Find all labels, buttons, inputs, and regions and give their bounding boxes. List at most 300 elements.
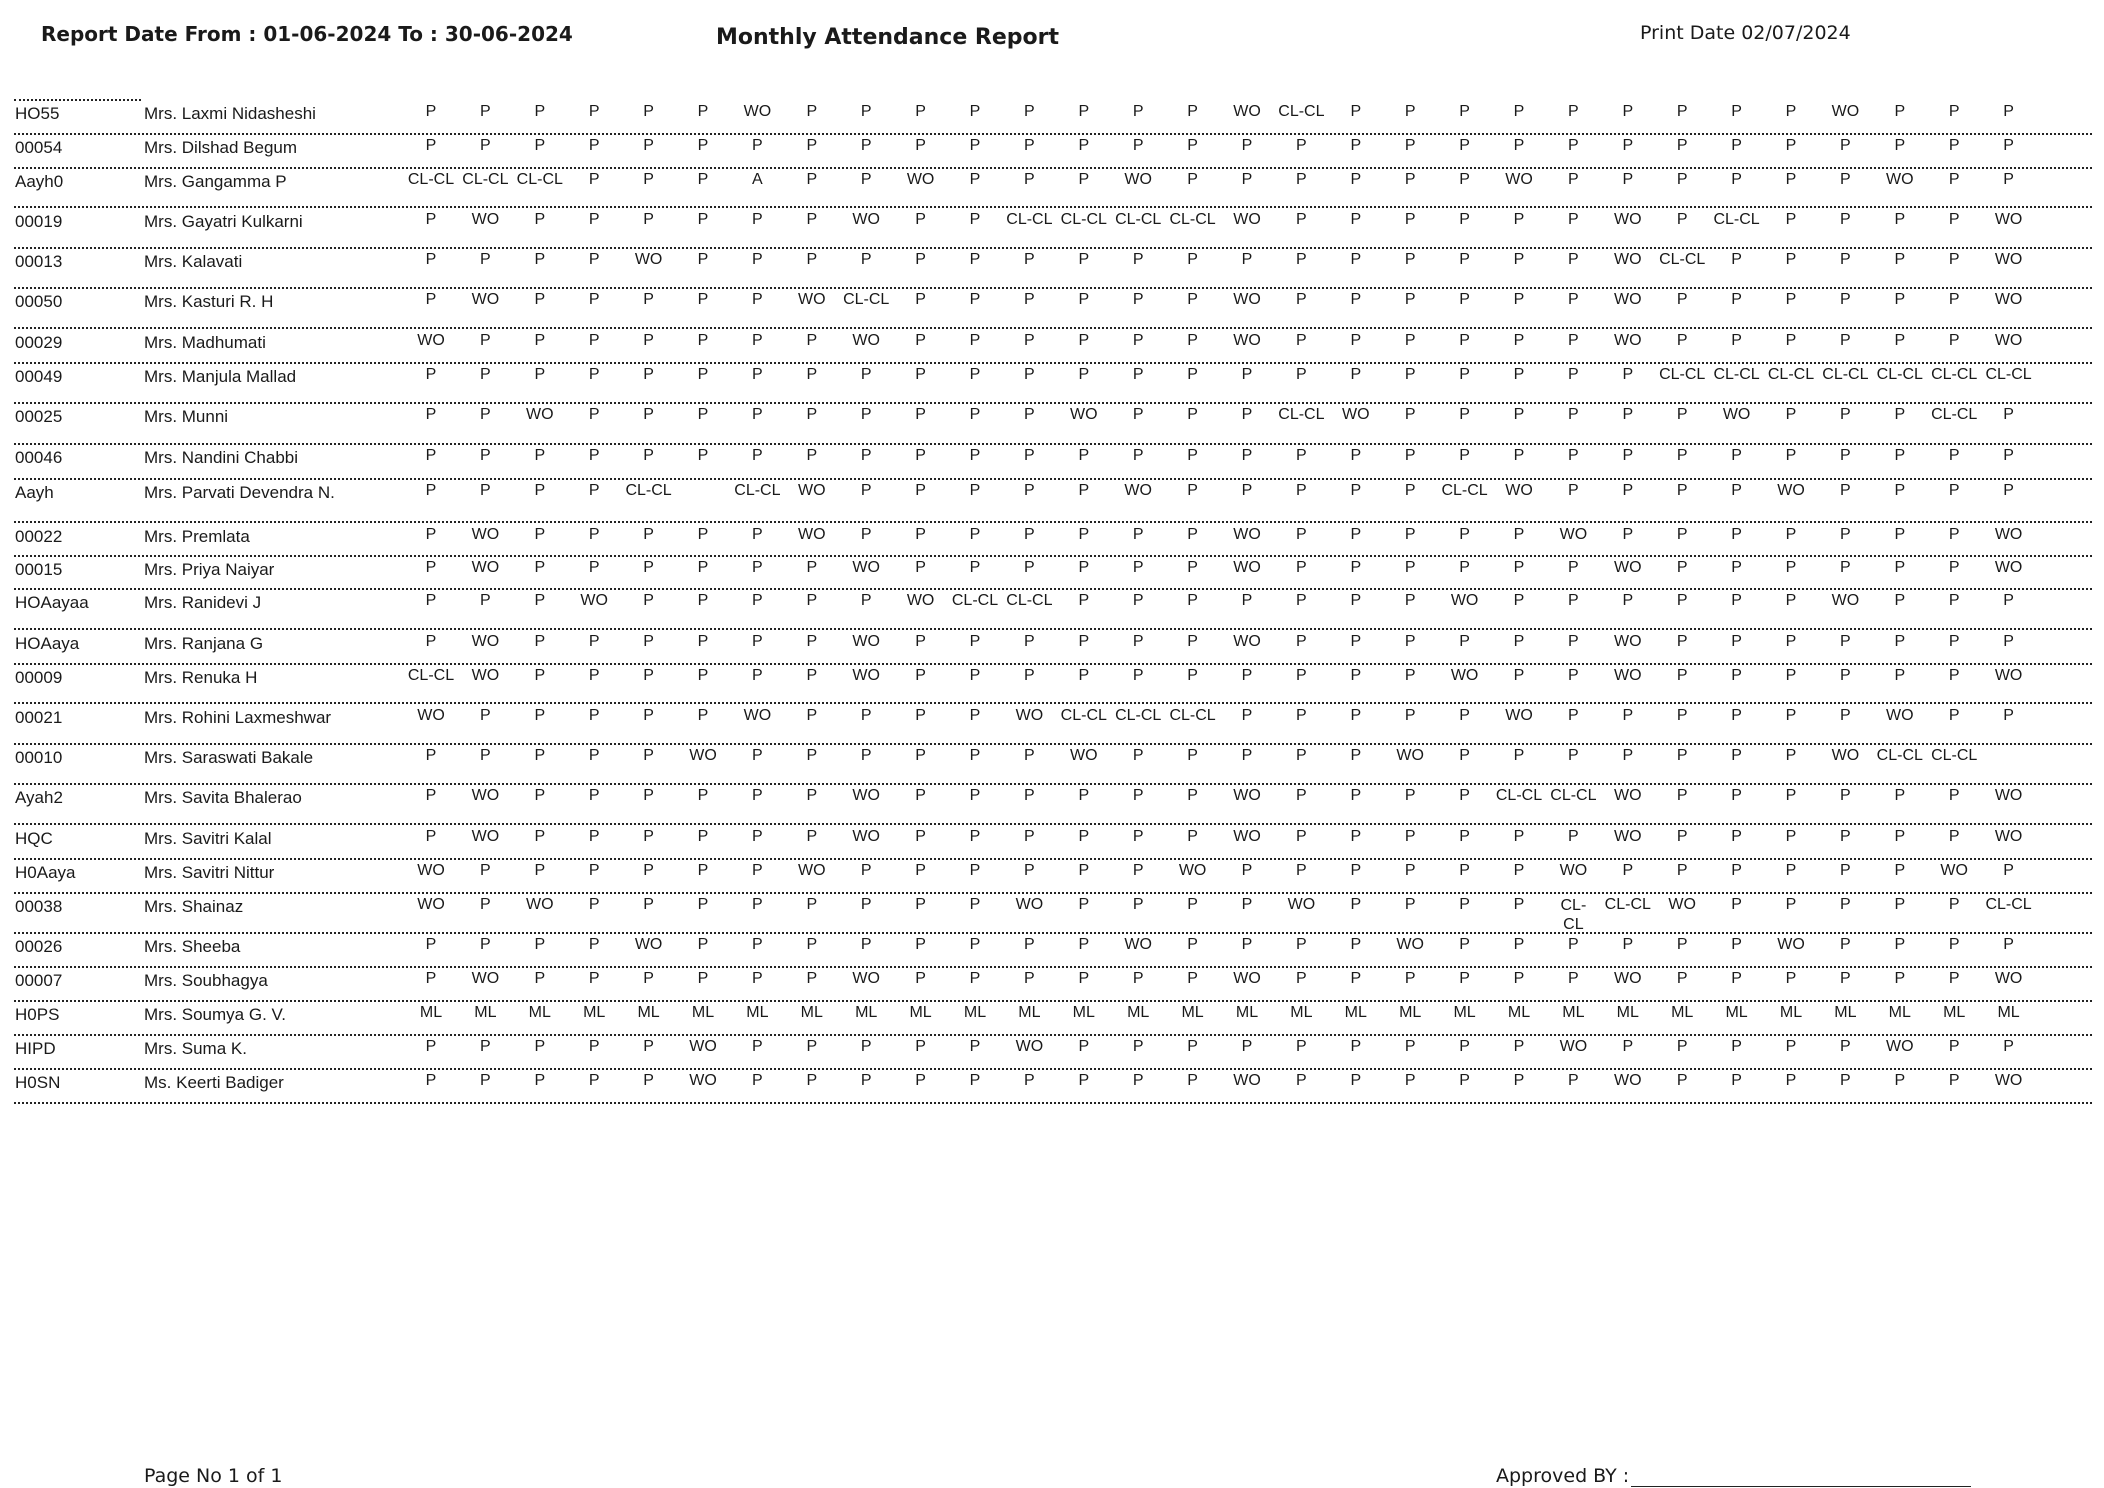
report-date-range: Report Date From : 01-06-2024 To : 30-06-2024 xyxy=(41,22,573,46)
attendance-cell-day-25: P xyxy=(1731,482,1742,499)
attendance-cell-day-18: WO xyxy=(1342,406,1370,423)
row-divider xyxy=(14,521,2092,523)
attendance-cell-day-2: WO xyxy=(471,211,500,228)
attendance-cell-day-7: P xyxy=(752,1072,763,1089)
attendance-cell-day-15: P xyxy=(1187,137,1198,154)
attendance-cell-day-11: P xyxy=(969,559,981,576)
attendance-cell-day-27: P xyxy=(1840,406,1851,423)
attendance-cell-day-7: P xyxy=(752,137,763,154)
attendance-cell-day-13: P xyxy=(1078,896,1090,913)
attendance-cell-day-13: P xyxy=(1078,251,1090,268)
attendance-cell-day-22: WO xyxy=(1559,526,1588,543)
row-divider xyxy=(14,892,2092,894)
row-divider xyxy=(14,743,2092,745)
attendance-cell-day-2: P xyxy=(480,103,491,120)
attendance-cell-day-13: ML xyxy=(1072,1004,1095,1021)
attendance-cell-day-12: P xyxy=(1024,828,1035,845)
attendance-cell-day-9: P xyxy=(860,862,872,879)
row-divider xyxy=(14,478,2092,480)
attendance-cell-day-21: P xyxy=(1513,747,1525,764)
attendance-cell-day-2: ML xyxy=(474,1004,497,1021)
attendance-cell-day-12: P xyxy=(1024,862,1035,879)
attendance-cell-day-21: P xyxy=(1513,137,1525,154)
attendance-cell-day-30: WO xyxy=(1994,332,2023,349)
attendance-cell-day-8: P xyxy=(806,171,818,188)
attendance-cell-day-14: P xyxy=(1132,667,1144,684)
attendance-cell-day-4: WO xyxy=(580,592,608,609)
attendance-cell-day-2: P xyxy=(480,592,491,609)
attendance-cell-day-26: P xyxy=(1785,862,1797,879)
attendance-cell-day-10: P xyxy=(915,211,926,228)
attendance-cell-day-22: P xyxy=(1568,707,1579,724)
attendance-cell-day-10: P xyxy=(915,332,926,349)
attendance-cell-day-27: P xyxy=(1840,482,1851,499)
attendance-cell-day-1: WO xyxy=(417,707,445,724)
signature-line xyxy=(1631,1468,1971,1487)
attendance-cell-day-6: P xyxy=(697,366,709,383)
attendance-cell-day-18: P xyxy=(1350,171,1362,188)
attendance-cell-day-28: WO xyxy=(1886,171,1914,188)
attendance-cell-day-29: P xyxy=(1948,828,1960,845)
employee-code: Aayh0 xyxy=(15,172,64,191)
attendance-cell-day-20: P xyxy=(1459,366,1470,383)
attendance-cell-day-20: P xyxy=(1459,936,1470,953)
attendance-cell-day-16: P xyxy=(1241,1038,1253,1055)
attendance-cell-day-15: P xyxy=(1187,332,1198,349)
attendance-cell-day-15: P xyxy=(1187,896,1198,913)
attendance-cell-day-17: P xyxy=(1296,482,1307,499)
employee-name: Mrs. Manjula Mallad xyxy=(144,367,297,386)
attendance-cell-day-29: P xyxy=(1948,787,1960,804)
attendance-cell-day-27: P xyxy=(1840,171,1851,188)
attendance-cell-day-13: P xyxy=(1078,332,1090,349)
attendance-cell-day-17: WO xyxy=(1287,896,1316,913)
attendance-cell-day-2: WO xyxy=(471,667,500,684)
attendance-cell-day-14: P xyxy=(1132,970,1144,987)
attendance-cell-day-3: P xyxy=(534,366,546,383)
attendance-cell-day-21: P xyxy=(1513,332,1525,349)
attendance-cell-day-21: P xyxy=(1513,406,1525,423)
attendance-cell-day-8: P xyxy=(806,970,818,987)
attendance-cell-day-21: P xyxy=(1513,970,1525,987)
attendance-cell-day-29: P xyxy=(1948,211,1960,228)
attendance-cell-day-11: P xyxy=(969,251,981,268)
attendance-cell-day-26: CL-CL xyxy=(1767,366,1815,383)
attendance-cell-day-7: P xyxy=(752,592,763,609)
attendance-cell-day-27: P xyxy=(1840,526,1851,543)
attendance-cell-day-12: P xyxy=(1024,936,1035,953)
attendance-cell-day-25: P xyxy=(1731,1072,1742,1089)
attendance-cell-day-30: P xyxy=(2003,633,2014,650)
attendance-cell-day-25: P xyxy=(1731,936,1742,953)
attendance-cell-day-22: P xyxy=(1568,1072,1579,1089)
attendance-cell-day-13: P xyxy=(1078,862,1090,879)
attendance-cell-day-30: WO xyxy=(1994,251,2023,268)
attendance-cell-day-7: P xyxy=(752,896,763,913)
attendance-cell-day-20: P xyxy=(1459,291,1470,308)
attendance-cell-day-15: WO xyxy=(1178,862,1207,879)
attendance-cell-day-23: WO xyxy=(1614,291,1642,308)
row-divider xyxy=(14,555,2092,557)
attendance-cell-day-26: P xyxy=(1785,291,1797,308)
attendance-cell-day-3: P xyxy=(534,1072,546,1089)
attendance-cell-day-16: P xyxy=(1241,366,1253,383)
attendance-cell-day-18: P xyxy=(1350,936,1362,953)
attendance-cell-day-16: P xyxy=(1241,137,1253,154)
attendance-cell-day-14: P xyxy=(1132,592,1144,609)
attendance-cell-day-19: WO xyxy=(1396,747,1424,764)
attendance-cell-day-6: P xyxy=(697,171,709,188)
attendance-cell-day-9: P xyxy=(860,406,872,423)
attendance-cell-day-19: WO xyxy=(1396,936,1424,953)
attendance-cell-day-21: P xyxy=(1513,1072,1525,1089)
attendance-cell-day-13: P xyxy=(1078,936,1090,953)
attendance-cell-day-20: P xyxy=(1459,137,1470,154)
attendance-cell-day-7: P xyxy=(752,366,763,383)
attendance-cell-day-7: P xyxy=(752,970,763,987)
attendance-cell-day-23: P xyxy=(1622,137,1634,154)
attendance-cell-day-2: WO xyxy=(471,526,500,543)
attendance-cell-day-2: P xyxy=(480,747,491,764)
attendance-cell-day-16: P xyxy=(1241,936,1253,953)
attendance-cell-day-9: P xyxy=(860,447,872,464)
attendance-cell-day-19: P xyxy=(1404,1038,1416,1055)
attendance-cell-day-30: WO xyxy=(1994,787,2023,804)
attendance-cell-day-23: P xyxy=(1622,707,1634,724)
attendance-cell-day-14: P xyxy=(1132,633,1144,650)
attendance-cell-day-28: WO xyxy=(1886,1038,1914,1055)
attendance-cell-day-9: P xyxy=(860,592,872,609)
attendance-cell-day-6: P xyxy=(697,211,709,228)
attendance-cell-day-12: P xyxy=(1024,667,1035,684)
attendance-cell-day-21: P xyxy=(1513,633,1525,650)
employee-name: Mrs. Nandini Chabbi xyxy=(144,448,299,467)
attendance-cell-day-7: P xyxy=(752,633,763,650)
attendance-cell-day-17: P xyxy=(1296,592,1307,609)
attendance-cell-day-14: CL-CL xyxy=(1115,707,1162,724)
attendance-cell-day-27: P xyxy=(1840,332,1851,349)
attendance-cell-day-24: P xyxy=(1676,862,1688,879)
attendance-cell-day-6: WO xyxy=(689,1038,717,1055)
attendance-cell-day-26: P xyxy=(1785,137,1797,154)
attendance-cell-day-2: WO xyxy=(471,559,500,576)
attendance-cell-day-12: P xyxy=(1024,171,1035,188)
employee-name: Mrs. Ranidevi J xyxy=(144,593,262,612)
attendance-cell-day-15: CL-CL xyxy=(1169,707,1216,724)
attendance-cell-day-14: WO xyxy=(1124,936,1152,953)
employee-name: Mrs. Soubhagya xyxy=(144,971,268,990)
attendance-cell-day-30: WO xyxy=(1994,667,2023,684)
attendance-cell-day-1: P xyxy=(425,559,437,576)
attendance-cell-day-30: P xyxy=(2003,482,2014,499)
attendance-cell-day-21: P xyxy=(1513,103,1525,120)
attendance-cell-day-6: P xyxy=(697,592,709,609)
attendance-cell-day-4: P xyxy=(588,747,600,764)
attendance-cell-day-19: P xyxy=(1404,103,1416,120)
attendance-cell-day-11: P xyxy=(969,447,981,464)
attendance-cell-day-23: WO xyxy=(1614,787,1642,804)
attendance-cell-day-26: P xyxy=(1785,747,1797,764)
attendance-cell-day-8: P xyxy=(806,1072,818,1089)
attendance-cell-day-28: P xyxy=(1894,970,1906,987)
row-divider xyxy=(14,133,2092,135)
attendance-cell-day-6: P xyxy=(697,559,709,576)
attendance-cell-day-8: WO xyxy=(798,291,826,308)
attendance-cell-day-24: P xyxy=(1676,526,1688,543)
attendance-cell-day-18: P xyxy=(1350,747,1362,764)
attendance-cell-day-9: ML xyxy=(855,1004,878,1021)
attendance-cell-day-29: P xyxy=(1948,936,1960,953)
attendance-cell-day-23: P xyxy=(1622,592,1634,609)
attendance-cell-day-22: P xyxy=(1568,251,1579,268)
attendance-cell-day-17: P xyxy=(1296,291,1307,308)
employee-name: Mrs. Dilshad Begum xyxy=(144,138,298,157)
attendance-cell-day-25: P xyxy=(1731,667,1742,684)
attendance-cell-day-1: WO xyxy=(417,332,445,349)
attendance-cell-day-26: P xyxy=(1785,1038,1797,1055)
attendance-cell-day-5: P xyxy=(643,970,654,987)
attendance-cell-day-21: P xyxy=(1513,896,1525,913)
attendance-cell-day-5: P xyxy=(643,828,654,845)
attendance-cell-day-12: WO xyxy=(1015,896,1044,913)
attendance-cell-day-3: P xyxy=(534,526,546,543)
attendance-cell-day-3: P xyxy=(534,936,546,953)
attendance-cell-day-5: CL-CL xyxy=(625,482,672,499)
attendance-cell-day-19: P xyxy=(1404,559,1416,576)
employee-code: 00054 xyxy=(15,138,63,157)
attendance-cell-day-17: P xyxy=(1296,787,1307,804)
attendance-cell-day-19: P xyxy=(1404,447,1416,464)
attendance-cell-day-26: P xyxy=(1785,1072,1797,1089)
attendance-cell-day-25: P xyxy=(1731,862,1742,879)
attendance-cell-day-21: WO xyxy=(1505,707,1533,724)
attendance-cell-day-1: P xyxy=(425,447,437,464)
attendance-cell-day-26: P xyxy=(1785,633,1797,650)
attendance-cell-day-18: P xyxy=(1350,103,1362,120)
attendance-cell-day-5: P xyxy=(643,332,654,349)
attendance-cell-day-9: P xyxy=(860,1038,872,1055)
attendance-cell-day-18: P xyxy=(1350,559,1362,576)
attendance-cell-day-30: P xyxy=(2003,406,2014,423)
attendance-cell-day-29: P xyxy=(1948,447,1960,464)
attendance-cell-day-11: P xyxy=(969,896,981,913)
row-divider xyxy=(14,443,2092,445)
attendance-cell-day-29: P xyxy=(1948,171,1960,188)
attendance-cell-day-17: ML xyxy=(1290,1004,1313,1021)
attendance-cell-day-15: P xyxy=(1187,482,1198,499)
attendance-cell-day-7: P xyxy=(752,447,763,464)
attendance-cell-day-10: P xyxy=(915,559,926,576)
attendance-cell-day-9: WO xyxy=(852,211,880,228)
attendance-cell-day-11: CL-CL xyxy=(951,592,999,609)
attendance-cell-day-13: P xyxy=(1078,592,1090,609)
attendance-cell-day-22: CL-CL xyxy=(1560,897,1587,933)
attendance-cell-day-25: P xyxy=(1731,747,1742,764)
attendance-cell-day-11: P xyxy=(969,366,981,383)
attendance-cell-day-30: WO xyxy=(1994,828,2023,845)
attendance-cell-day-4: P xyxy=(588,667,600,684)
employee-code: 00026 xyxy=(15,937,63,956)
attendance-cell-day-17: P xyxy=(1296,526,1307,543)
attendance-cell-day-9: WO xyxy=(852,970,880,987)
attendance-cell-day-10: ML xyxy=(909,1004,932,1021)
attendance-cell-day-19: P xyxy=(1404,482,1416,499)
attendance-cell-day-30: CL-CL xyxy=(1985,896,2032,913)
attendance-cell-day-30: P xyxy=(2003,171,2014,188)
attendance-cell-day-10: P xyxy=(915,862,926,879)
attendance-cell-day-8: P xyxy=(806,447,818,464)
employee-code: 00015 xyxy=(15,560,63,579)
attendance-cell-day-13: P xyxy=(1078,366,1090,383)
attendance-cell-day-2: P xyxy=(480,862,491,879)
attendance-cell-day-18: P xyxy=(1350,1038,1362,1055)
attendance-cell-day-9: WO xyxy=(852,787,880,804)
attendance-cell-day-6: P xyxy=(697,707,709,724)
attendance-cell-day-29: P xyxy=(1948,1072,1960,1089)
attendance-cell-day-14: P xyxy=(1132,1072,1144,1089)
attendance-cell-day-30: P xyxy=(2003,137,2014,154)
attendance-cell-day-7: P xyxy=(752,211,763,228)
attendance-cell-day-16: WO xyxy=(1233,332,1261,349)
employee-code: 00013 xyxy=(15,252,63,271)
attendance-cell-day-24: P xyxy=(1676,633,1688,650)
attendance-cell-day-11: P xyxy=(969,137,981,154)
attendance-cell-day-8: P xyxy=(806,366,818,383)
row-divider xyxy=(14,628,2092,630)
attendance-cell-day-27: WO xyxy=(1831,747,1860,764)
attendance-cell-day-6: P xyxy=(697,447,709,464)
attendance-cell-day-30: P xyxy=(2003,592,2014,609)
attendance-cell-day-19: P xyxy=(1404,211,1416,228)
attendance-cell-day-29: P xyxy=(1948,251,1960,268)
attendance-cell-day-23: P xyxy=(1622,482,1634,499)
attendance-cell-day-8: P xyxy=(806,747,818,764)
attendance-cell-day-1: P xyxy=(425,747,437,764)
row-divider xyxy=(14,1034,2092,1036)
attendance-cell-day-16: WO xyxy=(1233,633,1261,650)
attendance-cell-day-26: P xyxy=(1785,526,1797,543)
attendance-cell-day-29: P xyxy=(1948,667,1960,684)
employee-code: 00038 xyxy=(15,897,63,916)
attendance-cell-day-17: P xyxy=(1296,366,1307,383)
attendance-cell-day-24: P xyxy=(1676,828,1688,845)
attendance-cell-day-24: P xyxy=(1676,406,1688,423)
attendance-cell-day-16: P xyxy=(1241,406,1253,423)
attendance-cell-day-8: P xyxy=(806,707,818,724)
attendance-cell-day-29: P xyxy=(1948,526,1960,543)
attendance-cell-day-16: P xyxy=(1241,747,1253,764)
row-divider xyxy=(14,702,2092,704)
attendance-cell-day-18: P xyxy=(1350,970,1362,987)
attendance-cell-day-2: CL-CL xyxy=(462,171,509,188)
attendance-cell-day-3: P xyxy=(534,211,546,228)
attendance-cell-day-11: P xyxy=(969,103,981,120)
attendance-cell-day-7: P xyxy=(752,1038,763,1055)
attendance-cell-day-11: P xyxy=(969,406,981,423)
attendance-cell-day-27: WO xyxy=(1831,592,1860,609)
attendance-cell-day-28: P xyxy=(1894,633,1906,650)
attendance-cell-day-12: P xyxy=(1024,406,1035,423)
attendance-cell-day-9: WO xyxy=(852,667,880,684)
employee-name: Mrs. Gayatri Kulkarni xyxy=(144,212,303,231)
attendance-cell-day-15: P xyxy=(1187,592,1198,609)
attendance-cell-day-11: ML xyxy=(963,1004,987,1021)
attendance-cell-day-8: P xyxy=(806,787,818,804)
employee-code: 00046 xyxy=(15,448,63,467)
attendance-cell-day-19: P xyxy=(1404,366,1416,383)
attendance-cell-day-9: P xyxy=(860,707,872,724)
attendance-cell-day-12: P xyxy=(1024,291,1035,308)
attendance-cell-day-2: WO xyxy=(471,970,500,987)
attendance-cell-day-3: P xyxy=(534,137,546,154)
attendance-cell-day-4: P xyxy=(588,482,600,499)
attendance-cell-day-9: P xyxy=(860,526,872,543)
attendance-cell-day-6: P xyxy=(697,896,709,913)
attendance-cell-day-2: P xyxy=(480,137,491,154)
attendance-cell-day-2: P xyxy=(480,332,491,349)
attendance-cell-day-20: P xyxy=(1459,447,1470,464)
attendance-cell-day-7: P xyxy=(752,667,763,684)
attendance-cell-day-30: P xyxy=(2003,447,2014,464)
attendance-cell-day-14: P xyxy=(1132,526,1144,543)
attendance-cell-day-2: WO xyxy=(471,633,500,650)
attendance-cell-day-13: P xyxy=(1078,787,1090,804)
attendance-cell-day-30: ML xyxy=(1997,1004,2020,1021)
attendance-cell-day-26: P xyxy=(1785,559,1797,576)
attendance-cell-day-26: P xyxy=(1785,406,1797,423)
attendance-cell-day-23: P xyxy=(1622,406,1634,423)
attendance-cell-day-18: P xyxy=(1350,137,1362,154)
attendance-cell-day-18: P xyxy=(1350,592,1362,609)
attendance-cell-day-7: P xyxy=(752,787,763,804)
attendance-cell-day-28: P xyxy=(1894,447,1906,464)
attendance-cell-day-14: P xyxy=(1132,366,1144,383)
attendance-cell-day-13: P xyxy=(1078,559,1090,576)
attendance-cell-day-23: CL-CL xyxy=(1604,896,1651,913)
attendance-cell-day-27: P xyxy=(1840,137,1851,154)
attendance-cell-day-27: P xyxy=(1840,1072,1851,1089)
attendance-cell-day-1: P xyxy=(425,137,437,154)
attendance-cell-day-1: CL-CL xyxy=(407,667,455,684)
attendance-cell-day-28: P xyxy=(1894,1072,1906,1089)
attendance-cell-day-22: P xyxy=(1568,747,1579,764)
employee-code: 00029 xyxy=(15,333,63,352)
attendance-cell-day-5: P xyxy=(643,862,654,879)
attendance-cell-day-6: WO xyxy=(689,1072,717,1089)
attendance-cell-day-24: P xyxy=(1676,447,1688,464)
attendance-cell-day-21: P xyxy=(1513,559,1525,576)
attendance-cell-day-15: P xyxy=(1187,828,1198,845)
attendance-cell-day-19: P xyxy=(1404,787,1416,804)
attendance-cell-day-2: P xyxy=(480,1038,491,1055)
attendance-cell-day-16: P xyxy=(1241,707,1253,724)
page-number: Page No 1 of 1 xyxy=(144,1465,283,1487)
attendance-cell-day-20: P xyxy=(1459,1038,1470,1055)
attendance-cell-day-3: P xyxy=(534,667,546,684)
attendance-cell-day-28: P xyxy=(1894,482,1906,499)
attendance-cell-day-10: P xyxy=(915,667,926,684)
attendance-cell-day-8: ML xyxy=(800,1004,823,1021)
row-divider xyxy=(14,932,2092,934)
attendance-cell-day-4: P xyxy=(588,251,600,268)
attendance-cell-day-12: P xyxy=(1024,787,1035,804)
attendance-cell-day-13: P xyxy=(1078,447,1090,464)
attendance-cell-day-21: P xyxy=(1513,936,1525,953)
employee-name: Mrs. Suma K. xyxy=(144,1039,247,1058)
attendance-cell-day-10: P xyxy=(915,896,926,913)
attendance-cell-day-20: WO xyxy=(1450,667,1479,684)
attendance-cell-day-24: P xyxy=(1676,667,1688,684)
